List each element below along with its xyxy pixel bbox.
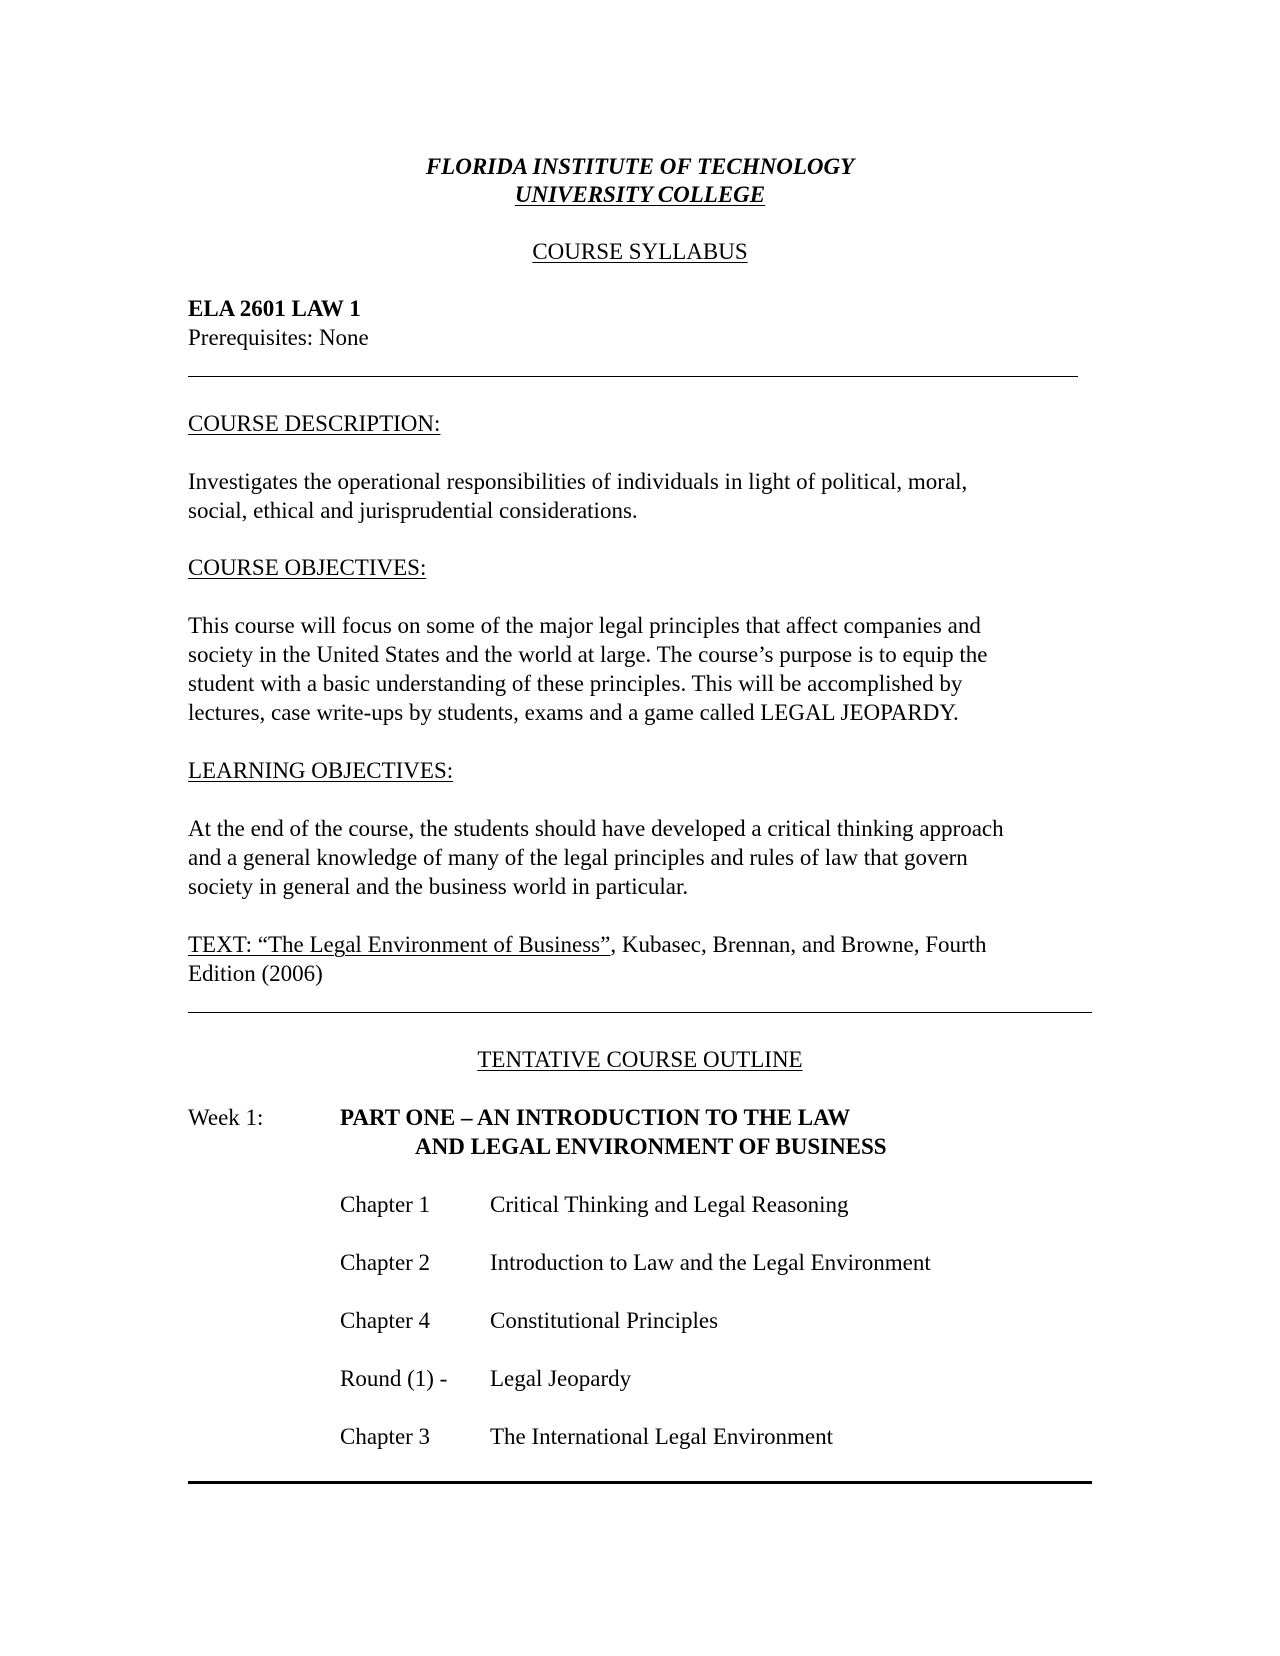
document-title-text: COURSE SYLLABUS [532,239,748,264]
college-name-text: UNIVERSITY COLLEGE [514,182,766,207]
course-objectives-line: This course will focus on some of the major legal principles that affect companies and [188,613,981,638]
course-description-line: social, ethical and jurisprudential considerations. [188,498,638,523]
bottom-rule [188,1481,1092,1484]
outline-heading-text: TENTATIVE COURSE OUTLINE [477,1047,803,1072]
outline-item-label: Round (1) - [340,1366,448,1391]
outline-item-title: Legal Jeopardy [490,1366,632,1391]
textbook-label: TEXT: “The Legal Environment of Business” [188,932,611,957]
outline-item-label: Chapter 3 [340,1424,431,1449]
outline-heading [0,1045,1280,1074]
learning-objectives-line: At the end of the course, the students should have developed a critical thinking approach [188,816,1004,841]
course-objectives-line: society in the United States and the world at large. The course’s purpose is to equip the [188,642,988,667]
week-label: Week 1: [188,1105,264,1130]
learning-objectives-line: society in general and the business world in particular. [188,874,689,899]
outline-item-label: Chapter 2 [340,1250,431,1275]
textbook-line [188,930,987,959]
institution-name: FLORIDA INSTITUTE OF TECHNOLOGY [425,154,855,179]
course-objectives-line: student with a basic understanding of these principles. This will be accomplished by [188,671,963,696]
course-description-line: Investigates the operational responsibilities of individuals in light of political, moral, [188,469,968,494]
course-description-heading: COURSE DESCRIPTION: [188,411,441,436]
outline-item-title: Introduction to Law and the Legal Environment [490,1250,931,1275]
divider [188,376,1078,377]
outline-item-title: Critical Thinking and Legal Reasoning [490,1192,849,1217]
course-objectives-heading: COURSE OBJECTIVES: [188,555,427,580]
outline-item-label: Chapter 1 [340,1192,431,1217]
part-title: PART ONE – AN INTRODUCTION TO THE LAW [340,1105,851,1130]
divider [188,1012,1092,1013]
course-code-title: ELA 2601 LAW 1 [188,296,361,321]
learning-objectives-heading: LEARNING OBJECTIVES: [188,758,454,783]
college-name [0,180,1280,209]
outline-item-title: The International Legal Environment [490,1424,833,1449]
document-title [0,237,1280,266]
learning-objectives-line: and a general knowledge of many of the legal principles and rules of law that govern [188,845,968,870]
outline-item-title: Constitutional Principles [490,1308,719,1333]
textbook-edition: Edition (2006) [188,961,323,986]
prerequisites: Prerequisites: None [188,325,369,350]
outline-item-label: Chapter 4 [340,1308,431,1333]
part-title-continued: AND LEGAL ENVIRONMENT OF BUSINESS [415,1134,887,1159]
textbook-authors: , Kubasec, Brennan, and Browne, Fourth [610,932,987,957]
course-objectives-line: lectures, case write-ups by students, exams and a game called LEGAL JEOPARDY. [188,700,959,725]
